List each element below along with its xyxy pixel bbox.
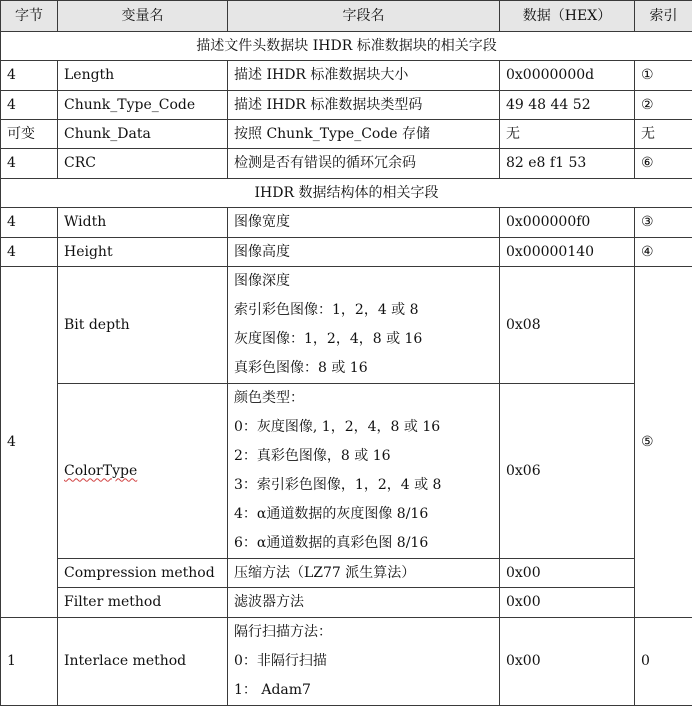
cell-variable: Interlace method xyxy=(58,618,228,706)
cell-data: 0x000000f0 xyxy=(500,208,635,238)
cell-size: 1 xyxy=(1,618,58,706)
cell-field-multiline xyxy=(228,384,500,559)
cell-variable xyxy=(58,384,228,559)
spellcheck-underlined-text: ColorType xyxy=(64,463,137,479)
section-title-chunk: 描述文件头数据块 IHDR 标准数据块的相关字段 xyxy=(1,32,692,61)
cell-field: 检测是否有错误的循环冗余码 xyxy=(228,149,500,179)
table-row xyxy=(1,208,692,238)
cell-field: 按照 Chunk_Type_Code 存储 xyxy=(228,120,500,149)
cell-index: ⑥ xyxy=(635,149,692,179)
field-line: 灰度图像：1，2，4，8 或 16 xyxy=(234,325,493,354)
cell-data: 0x08 xyxy=(500,267,635,384)
header-index: 索引 xyxy=(635,1,692,32)
cell-data: 0x00 xyxy=(500,588,635,618)
table-row xyxy=(1,61,692,91)
field-line: 6：α通道数据的真彩色图 8/16 xyxy=(234,529,493,558)
cell-variable: CRC xyxy=(58,149,228,179)
cell-index: ① xyxy=(635,61,692,91)
cell-field: 描述 IHDR 标准数据块类型码 xyxy=(228,91,500,120)
cell-index: ② xyxy=(635,91,692,120)
cell-data: 无 xyxy=(500,120,635,149)
section-row xyxy=(1,179,692,208)
cell-size: 可变 xyxy=(1,120,58,149)
cell-index: ⑤ xyxy=(635,267,692,618)
header-size: 字节 xyxy=(1,1,58,32)
field-line: 1： Adam7 xyxy=(234,676,493,705)
cell-data: 0x00 xyxy=(500,618,635,706)
cell-field: 描述 IHDR 标准数据块大小 xyxy=(228,61,500,91)
cell-data: 49 48 44 52 xyxy=(500,91,635,120)
cell-data: 0x00 xyxy=(500,559,635,588)
table-row xyxy=(1,149,692,179)
cell-data: 0x0000000d xyxy=(500,61,635,91)
cell-data: 0x00000140 xyxy=(500,238,635,267)
cell-field: 压缩方法（LZ77 派生算法） xyxy=(228,559,500,588)
section-title-ihdr: IHDR 数据结构体的相关字段 xyxy=(1,179,692,208)
cell-field: 图像宽度 xyxy=(228,208,500,238)
table-row xyxy=(1,559,692,588)
field-line: 4：α通道数据的灰度图像 8/16 xyxy=(234,500,493,529)
table-row xyxy=(1,120,692,149)
cell-field: 图像高度 xyxy=(228,238,500,267)
field-line: 索引彩色图像：1，2，4 或 8 xyxy=(234,296,493,325)
cell-size: 4 xyxy=(1,267,58,618)
cell-variable: Chunk_Type_Code xyxy=(58,91,228,120)
table-row xyxy=(1,267,692,384)
table-row xyxy=(1,588,692,618)
cell-size: 4 xyxy=(1,208,58,238)
cell-variable: Length xyxy=(58,61,228,91)
table-row xyxy=(1,91,692,120)
cell-field-multiline xyxy=(228,267,500,384)
cell-size: 4 xyxy=(1,238,58,267)
cell-variable: Compression method xyxy=(58,559,228,588)
cell-variable: Width xyxy=(58,208,228,238)
header-data: 数据（HEX） xyxy=(500,1,635,32)
cell-size: 4 xyxy=(1,149,58,179)
cell-variable: Height xyxy=(58,238,228,267)
field-line: 2：真彩色图像，8 或 16 xyxy=(234,442,493,471)
cell-size: 4 xyxy=(1,91,58,120)
field-line: 颜色类型： xyxy=(234,384,493,413)
cell-index: 0 xyxy=(635,618,692,706)
table-row xyxy=(1,384,692,559)
cell-variable: Bit depth xyxy=(58,267,228,384)
cell-variable: Chunk_Data xyxy=(58,120,228,149)
field-line: 0：灰度图像, 1，2，4，8 或 16 xyxy=(234,413,493,442)
header-row xyxy=(1,1,692,32)
cell-variable: Filter method xyxy=(58,588,228,618)
cell-index: 无 xyxy=(635,120,692,149)
cell-data: 0x06 xyxy=(500,384,635,559)
field-line: 图像深度 xyxy=(234,267,493,296)
field-line: 真彩色图像：8 或 16 xyxy=(234,354,493,383)
table-row xyxy=(1,618,692,706)
cell-index: ④ xyxy=(635,238,692,267)
table-row xyxy=(1,238,692,267)
header-field: 字段名 xyxy=(228,1,500,32)
field-line: 隔行扫描方法： xyxy=(234,618,493,647)
field-line: 3：索引彩色图像，1，2，4 或 8 xyxy=(234,471,493,500)
cell-field: 滤波器方法 xyxy=(228,588,500,618)
field-line: 0：非隔行扫描 xyxy=(234,647,493,676)
cell-size: 4 xyxy=(1,61,58,91)
section-row xyxy=(1,32,692,61)
cell-field-multiline xyxy=(228,618,500,706)
header-variable: 变量名 xyxy=(58,1,228,32)
cell-index: ③ xyxy=(635,208,692,238)
cell-data: 82 e8 f1 53 xyxy=(500,149,635,179)
